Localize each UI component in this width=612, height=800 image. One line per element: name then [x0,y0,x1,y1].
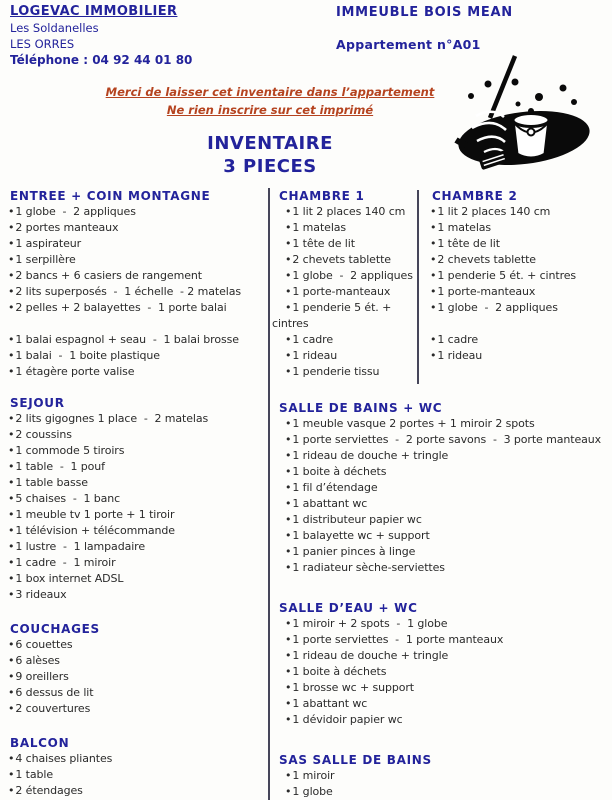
bullet-marker: • [285,561,292,574]
building-block [336,5,513,52]
inventory-item: •1 penderie tissu [285,365,380,378]
section-title: SEJOUR [10,396,65,410]
section-title: SALLE D’EAU + WC [279,601,418,615]
agency-phone: Téléphone : 04 92 44 01 80 [10,53,193,67]
bullet-marker: • [8,301,15,314]
inventory-item: •6 couettes [8,638,73,651]
inventory-item: •1 box internet ADSL [8,572,124,585]
inventory-item: •1 matelas [285,221,347,234]
inventory-item: •1 dévidoir papier wc [285,713,403,726]
inventory-item: •1 penderie 5 ét. + cintres [272,301,392,330]
inventory-item: •1 distributeur papier wc [285,513,422,526]
bullet-marker: • [8,492,15,505]
bullet-marker: • [8,349,15,362]
bullet-marker: • [8,572,15,585]
bullet-marker: • [285,513,292,526]
section-title: SALLE DE BAINS + WC [279,401,443,415]
inventory-item: •1 cadre [285,333,334,346]
agency-name: LOGEVAC IMMOBILIER [10,4,178,19]
bullet-marker: • [430,205,437,218]
bullet-marker: • [8,540,15,553]
inventory-item: •1 balayette wc + support [285,529,430,542]
inventory-item: •1 globe [285,785,333,798]
bullet-marker: • [8,476,15,489]
bullet-marker: • [8,333,15,346]
bullet-marker: • [8,702,15,715]
agency-city: LES ORRES [10,37,75,51]
inventory-item: •2 couvertures [8,702,91,715]
inventory-item: •1 radiateur sèche-serviettes [285,561,445,574]
inventory-item: •1 lit 2 places 140 cm [430,205,551,218]
inventory-section [8,735,264,799]
inventory-item: •1 rideau de douche + tringle [285,649,449,662]
inventory-section [272,752,610,800]
bullet-marker: • [430,269,437,282]
bullet-marker: • [285,365,292,378]
inventory-item: •1 aspirateur [8,237,82,250]
bullet-marker: • [285,205,292,218]
bullet-marker: • [285,529,292,542]
inventory-item: •1 abattant wc [285,697,368,710]
inventory-item: •1 porte-manteaux [430,285,536,298]
bullet-marker: • [8,654,15,667]
inventory-item: •1 matelas [430,221,492,234]
bullet-marker: • [285,785,292,798]
inventory-column-1 [8,188,264,799]
inventory-section [272,400,610,576]
bullet-marker: • [430,221,437,234]
inventory-item: •1 télévision + télécommande [8,524,175,537]
bullet-marker: • [285,665,292,678]
inventory-item: •1 miroir [285,769,335,782]
bullet-marker: • [430,253,437,266]
inventory-item: •6 alèses [8,654,60,667]
inventory-item: •1 lit 2 places 140 cm [285,205,406,218]
bullet-marker: • [8,556,15,569]
inventory-item: •1 rideau [285,349,338,362]
title-line-1: INVENTAIRE [207,133,333,154]
bullet-marker: • [430,333,437,346]
bullet-marker: • [8,588,15,601]
inventory-item: •1 tête de lit [430,237,500,250]
bullet-marker: • [8,444,15,457]
inventory-item: •2 portes manteaux [8,221,119,234]
inventory-item: •2 coussins [8,428,72,441]
title-line-2: 3 PIECES [223,156,317,177]
bullet-marker: • [8,670,15,683]
inventory-item: •2 chevets tablette [285,253,391,266]
bullet-marker: • [8,460,15,473]
bullet-marker: • [285,545,292,558]
inventory-section [430,188,610,364]
column-divider-left [268,188,270,800]
agency-block [10,4,192,68]
bullet-marker: • [430,237,437,250]
inventory-item: •1 meuble tv 1 porte + 1 tiroir [8,508,175,521]
inventory-item: •1 commode 5 tiroirs [8,444,125,457]
section-title: CHAMBRE 1 [279,189,365,203]
inventory-section [8,621,264,717]
inventory-item: •1 balai - 1 boite plastique [8,349,160,362]
inventory-item: •1 table basse [8,476,88,489]
inventory-item: •1 globe - 2 appliques [430,301,558,314]
inventory-item: •1 globe - 2 appliques [8,205,136,218]
inventory-item: •2 étendages [8,784,83,797]
bullet-marker: • [285,713,292,726]
section-title: BALCON [10,736,70,750]
bullet-marker: • [285,465,292,478]
inventory-item: •1 lustre - 1 lampadaire [8,540,146,553]
inventory-section [8,188,264,380]
bullet-marker: • [285,301,292,314]
inventory-item: •1 penderie 5 ét. + cintres [430,269,577,282]
inventory-item: •1 étagère porte valise [8,365,135,378]
bullet-marker: • [8,205,15,218]
bullet-marker: • [285,221,292,234]
notice-line-2: Ne rien inscrire sur cet imprimé [166,103,374,117]
bullet-marker: • [285,285,292,298]
bullet-marker: • [285,769,292,782]
bullet-marker: • [430,301,437,314]
bullet-marker: • [430,285,437,298]
inventory-item: •1 rideau [430,349,483,362]
bullet-marker: • [285,349,292,362]
bullet-marker: • [8,365,15,378]
bullet-marker: • [285,497,292,510]
bullet-marker: • [8,686,15,699]
bullet-marker: • [8,752,15,765]
inventory-item: •1 globe - 2 appliques [285,269,413,282]
inventory-item: •9 oreillers [8,670,69,683]
blank-line [430,316,610,332]
inventory-item: •1 serpillère [8,253,76,266]
bullet-marker: • [285,681,292,694]
inventory-item: •1 table - 1 pouf [8,460,105,473]
inventory-item: •1 boite à déchets [285,465,387,478]
bullet-marker: • [285,697,292,710]
section-title: COUCHAGES [10,622,100,636]
inventory-item: •1 miroir + 2 spots - 1 globe [285,617,448,630]
bullet-marker: • [285,417,292,430]
agency-residence: Les Soldanelles [10,21,99,35]
bullet-marker: • [285,481,292,494]
inventory-item: •1 panier pinces à linge [285,545,416,558]
bullet-marker: • [8,221,15,234]
bullet-marker: • [285,449,292,462]
inventory-section [8,395,264,603]
inventory-item: •1 porte-manteaux [285,285,391,298]
inventory-item: •1 boite à déchets [285,665,387,678]
notice-line-1: Merci de laisser cet inventaire dans l’appartement [105,85,435,99]
inventory-column-3 [430,188,610,364]
section-title: SAS SALLE DE BAINS [279,753,432,767]
bullet-marker: • [285,433,292,446]
bullet-marker: • [285,617,292,630]
apartment-number: Appartement n°A01 [336,37,481,52]
bullet-marker: • [8,237,15,250]
inventory-item: •1 porte serviettes - 2 porte savons - 3 porte manteaux [285,433,602,446]
inventory-item: •4 chaises pliantes [8,752,113,765]
inventory-item: •1 cadre [430,333,479,346]
blank-line [8,316,264,332]
bullet-marker: • [8,253,15,266]
bullet-marker: • [285,649,292,662]
inventory-item: •6 dessus de lit [8,686,94,699]
inventory-item: •2 pelles + 2 balayettes - 1 porte balai [8,301,227,314]
inventory-item: •1 rideau de douche + tringle [285,449,449,462]
inventory-item: •1 cadre - 1 miroir [8,556,116,569]
inventory-item: •2 bancs + 6 casiers de rangement [8,269,202,282]
inventory-item: •1 fil d’étendage [285,481,378,494]
inventory-item: •2 chevets tablette [430,253,536,266]
inventory-item: •3 rideaux [8,588,67,601]
inventory-item: •2 lits superposés - 1 échelle - 2 matelas [8,285,241,298]
inventory-item: •1 meuble vasque 2 portes + 1 miroir 2 spots [285,417,535,430]
bullet-marker: • [8,524,15,537]
inventory-item: •1 porte serviettes - 1 porte manteaux [285,633,504,646]
bullet-marker: • [8,269,15,282]
inventory-item: •1 table [8,768,54,781]
inventory-item: •5 chaises - 1 banc [8,492,121,505]
inventory-item: •1 brosse wc + support [285,681,414,694]
bullet-marker: • [8,638,15,651]
bullet-marker: • [8,412,15,425]
inventory-item: •1 abattant wc [285,497,368,510]
bullet-marker: • [285,269,292,282]
inventory-item: •2 lits gigognes 1 place - 2 matelas [8,412,209,425]
bullet-marker: • [285,633,292,646]
building-name: IMMEUBLE BOIS MEAN [336,5,513,20]
bullet-marker: • [430,349,437,362]
bullet-marker: • [8,508,15,521]
section-title: ENTREE + COIN MONTAGNE [10,189,211,203]
bullet-marker: • [8,784,15,797]
bullet-marker: • [8,768,15,781]
mop-and-bucket-cleaning-clipart-icon [444,54,608,182]
inventory-item: •1 tête de lit [285,237,355,250]
bullet-marker: • [285,253,292,266]
inventory-item: •1 balai espagnol + seau - 1 balai brosse [8,333,239,346]
bullet-marker: • [8,285,15,298]
bullet-marker: • [285,237,292,250]
inventory-section [272,600,610,728]
bullet-marker: • [8,428,15,441]
bullet-marker: • [285,333,292,346]
section-title: CHAMBRE 2 [432,189,518,203]
